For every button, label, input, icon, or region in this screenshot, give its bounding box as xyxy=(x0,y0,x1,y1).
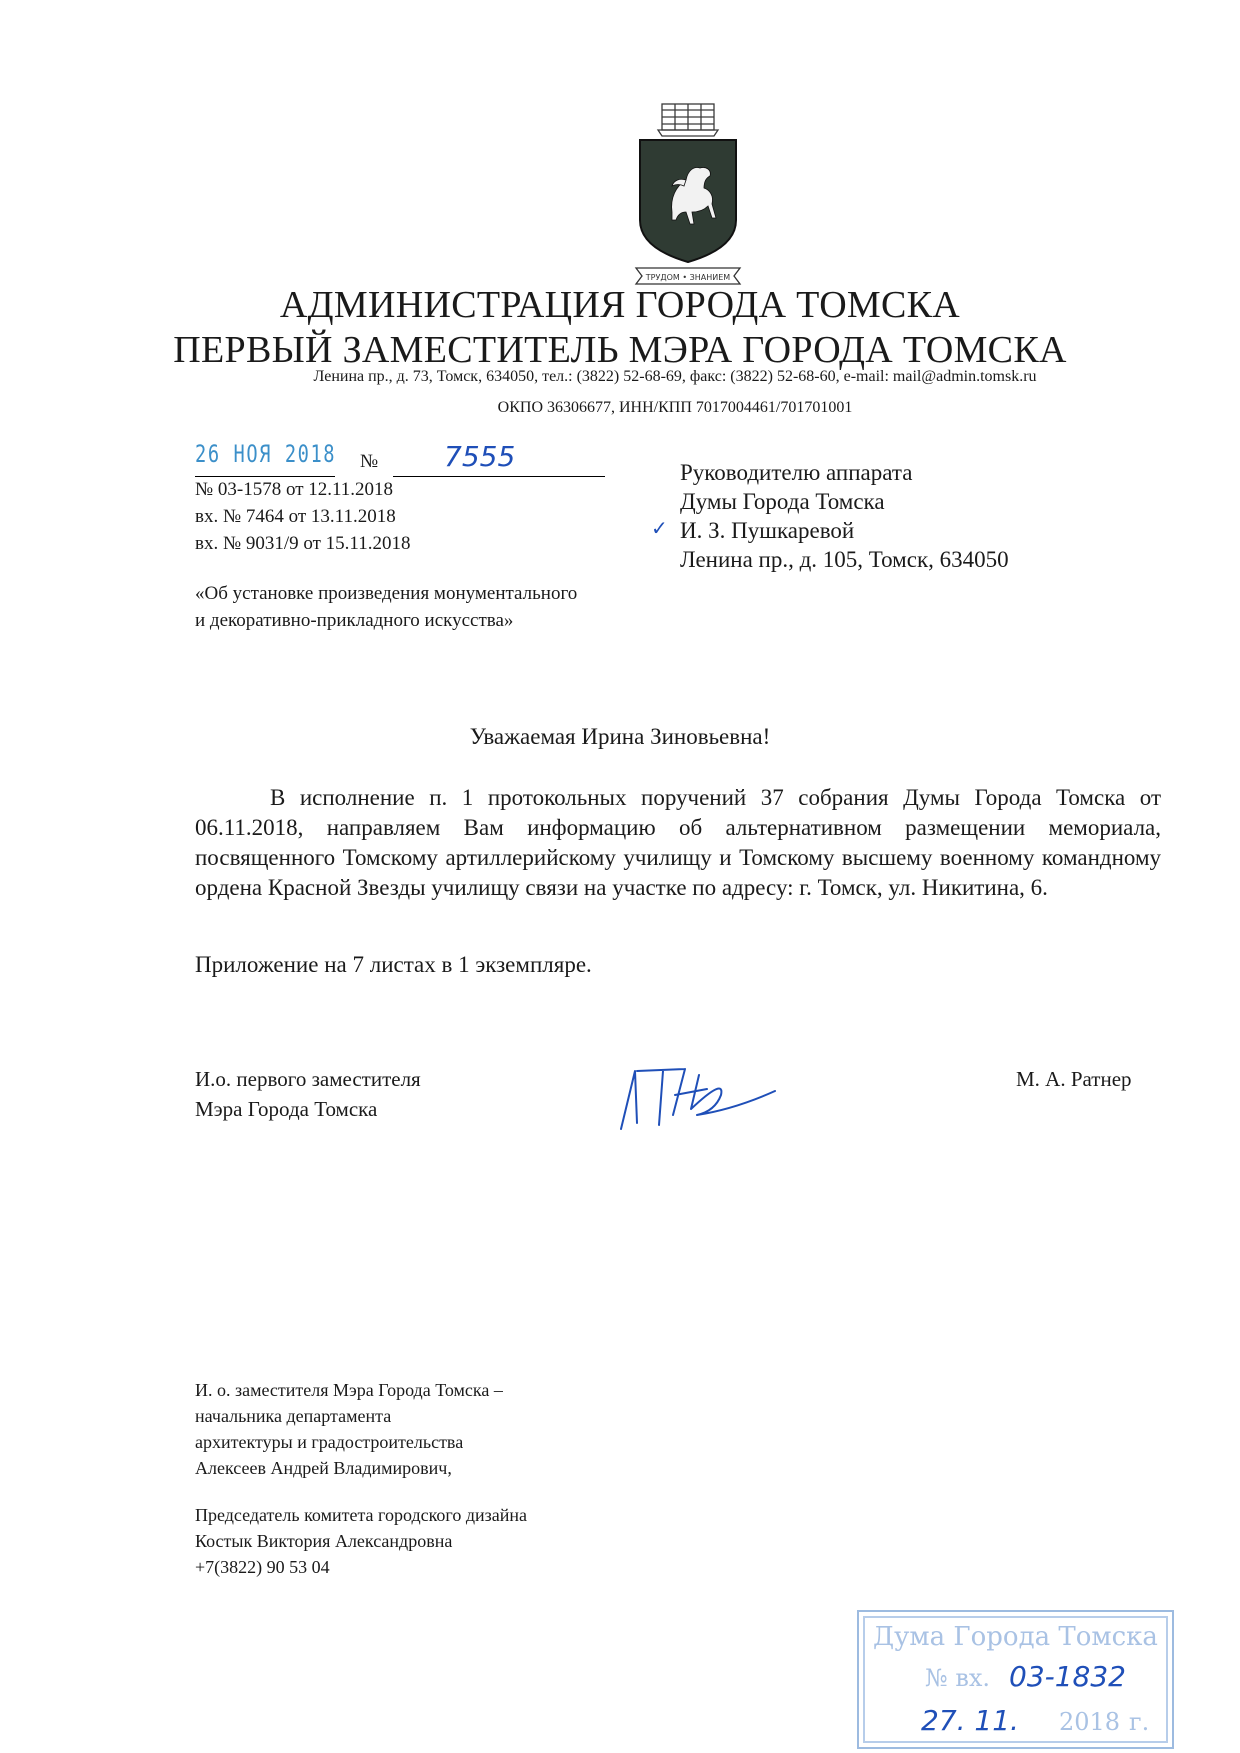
addressee-line-3: И. З. Пушкаревой xyxy=(680,518,855,543)
stamp-year: 2018 xyxy=(1059,1708,1121,1736)
contact-1-line-4: Алексеев Андрей Владимирович, xyxy=(195,1458,452,1478)
incoming-stamp xyxy=(857,1610,1174,1749)
attachment-note: Приложение на 7 листах в 1 экземпляре. xyxy=(195,952,592,977)
stamp-org: Дума Города Томска xyxy=(873,1622,1158,1652)
handwritten-number: 7555 xyxy=(444,440,516,473)
contact-2-line-3: +7(3822) 90 53 04 xyxy=(195,1557,330,1577)
coat-of-arms-icon xyxy=(628,100,748,290)
stamp-date-handwritten: 27. 11. xyxy=(921,1704,1019,1737)
subject-line-2: и декоративно-прикладного искусства» xyxy=(195,610,514,631)
contact-1-line-2: начальника департамента xyxy=(195,1406,392,1426)
number-label: № xyxy=(360,451,379,472)
reference-2: вх. № 7464 от 13.11.2018 xyxy=(195,506,396,527)
contact-2-line-1: Председатель комитета городского дизайна xyxy=(195,1505,528,1525)
signatory-position-2: Мэра Города Томска xyxy=(195,1097,378,1121)
org-subtitle: ПЕРВЫЙ ЗАМЕСТИТЕЛЬ МЭРА ГОРОДА ТОМСКА xyxy=(173,329,1067,371)
contact-1-line-3: архитектуры и градостроительства xyxy=(195,1432,464,1452)
addressee-line-4: Ленина пр., д. 105, Томск, 634050 xyxy=(680,547,1009,572)
date-field-line xyxy=(195,458,335,477)
emblem-motto: ТРУДОМ • ЗНАНИЕМ xyxy=(645,273,731,282)
salutation: Уважаемая Ирина Зиновьевна! xyxy=(469,724,771,749)
addressee-line-1: Руководителю аппарата xyxy=(680,460,913,485)
addressee-line-2: Думы Города Томска xyxy=(680,489,885,514)
org-codes: ОКПО 36306677, ИНН/КПП 7017004461/701701001 xyxy=(497,399,853,416)
reference-1: № 03-1578 от 12.11.2018 xyxy=(195,479,394,500)
letter-body xyxy=(195,783,1161,903)
reference-3: вх. № 9031/9 от 15.11.2018 xyxy=(195,533,411,554)
stamp-year-suffix: г. xyxy=(1129,1708,1150,1736)
signatory-position-1: И.о. первого заместителя xyxy=(195,1067,421,1091)
city-emblem xyxy=(628,100,748,290)
contact-2-line-2: Костык Виктория Александровна xyxy=(195,1531,453,1551)
stamp-number-handwritten: 03-1832 xyxy=(1009,1660,1126,1693)
signatory-name: М. А. Ратнер xyxy=(1016,1067,1132,1091)
subject-line-1: «Об установке произведения монументального xyxy=(195,583,578,604)
stamp-number-label: № вх. xyxy=(925,1664,991,1692)
date-stamp: 26 НОЯ 2018 xyxy=(195,440,337,468)
org-address: Ленина пр., д. 73, Томск, 634050, тел.: (3822) 52-68-69, факс: (3822) 52-68-60, e-mail: mail@admin.tomsk.ru xyxy=(313,368,1037,385)
contact-1-line-1: И. о. заместителя Мэра Города Томска – xyxy=(195,1380,503,1400)
handwritten-signature-icon xyxy=(615,1065,785,1135)
body-paragraph: В исполнение п. 1 протокольных поручений 37 собрания Думы Города Томска от 06.11.2018, направляем Вам информацию об альтернативном размещении мемориала, посвященного Томскому артиллерийскому училищу и Томскому высшему военному командному ордена Красной Звезды училищу связи на участке по адресу: г. Томск, ул. Никитина, 6. xyxy=(195,785,1161,900)
org-title: АДМИНИСТРАЦИЯ ГОРОДА ТОМСКА xyxy=(279,284,961,326)
signature xyxy=(615,1065,785,1135)
check-mark-icon: ✓ xyxy=(651,516,668,540)
